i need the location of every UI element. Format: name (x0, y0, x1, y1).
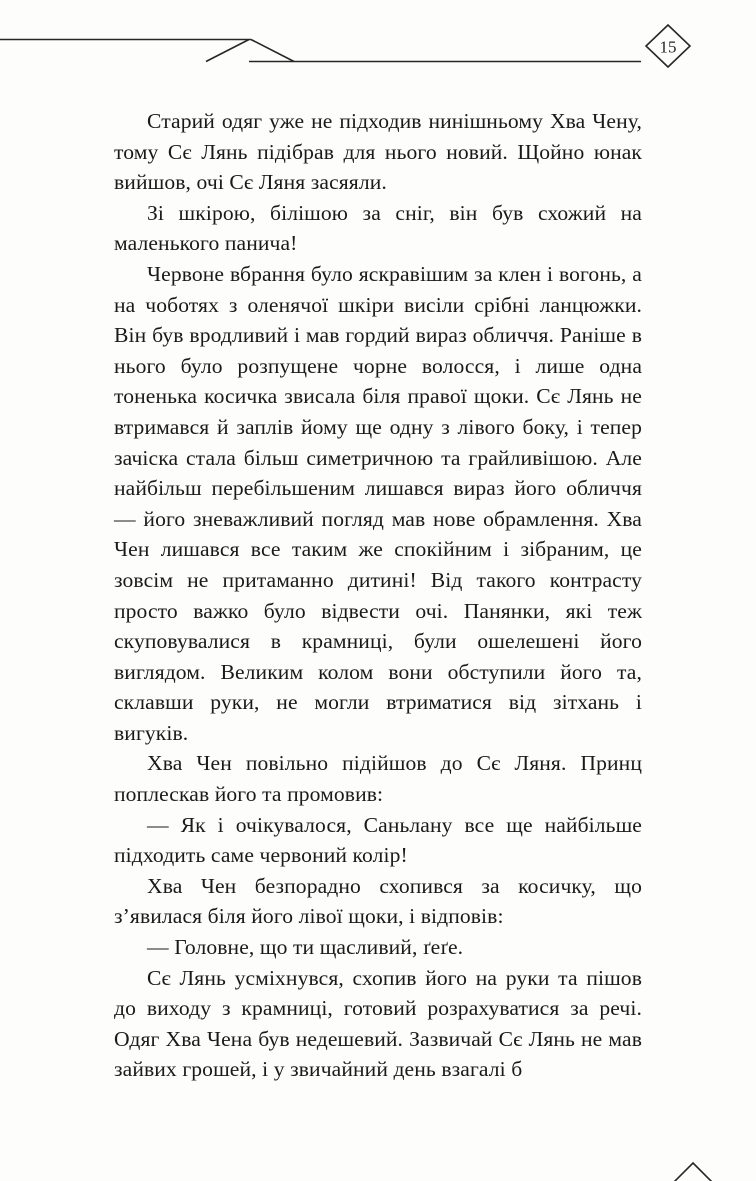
diamond-icon (670, 1163, 716, 1181)
paragraph: Хва Чен повільно підійшов до Сє Ляня. Принц поплескав його та промовив: (114, 751, 642, 807)
footer-ornament (0, 1141, 756, 1181)
paragraph: Хва Чен безпорадно схопився за косичку, що з’явилася біля його лівої щоки, і відповів: (114, 873, 642, 929)
header-ornament (0, 0, 756, 90)
paragraph: — Головне, що ти щасливий, ґеґе. (147, 935, 464, 960)
header-rule-diagonal-left (206, 40, 249, 62)
paragraph: Червоне вбрання було яскравішим за клен і вогонь, а на чоботях з оленячої шкіри висіли срібні ланцюжки. Він був вродливий і мав гордий вираз обличчя. Раніше в нього було розпущене чорне волосся, і лише одна тоненька косичка звисала біля правої щоки. Сє Лянь не втримався й заплів йому ще одну з лівого боку, і тепер зачіска стала більш симетричною та грайливішою. Але найбільш перебільшеним лишався вираз його обличчя — його зневажливий погляд мав нове обрамлення. Хва Чен лишався все таким же спокійним і зібраним, це зовсім не притаманно дитині! Від такого контрасту просто важко було відвести очі. Панянки, які теж скуповувалися в крамниці, були ошелешені його виглядом. Великим колом вони обступили його та, склавши руки, не могли втриматися від зітхань і вигуків. (114, 261, 642, 745)
paragraph: Зі шкірою, білішою за сніг, він був схожий на маленького панича! (114, 200, 642, 256)
page-number-badge (646, 25, 690, 67)
paragraph: — Як і очікувалося, Саньлану все ще найбільше підходить саме червоний колір! (114, 812, 642, 868)
paragraph: Старий одяг уже не підходив нинішньому Хва Чену, тому Сє Лянь підібрав для нього новий. Щойно юнак вийшов, очі Сє Ляня засяяли. (114, 109, 642, 195)
page-text (114, 106, 642, 1085)
page-number: 15 (659, 37, 677, 57)
header-rule-diagonal-right (251, 40, 294, 62)
paragraph: Сє Лянь усміхнувся, схопив його на руки та пішов до виходу з крамниці, готовий розрахуватися за речі. Одяг Хва Чена був недешевий. Зазвичай Сє Лянь не мав зайвих грошей, і у звичайний день взагалі б (114, 965, 642, 1082)
